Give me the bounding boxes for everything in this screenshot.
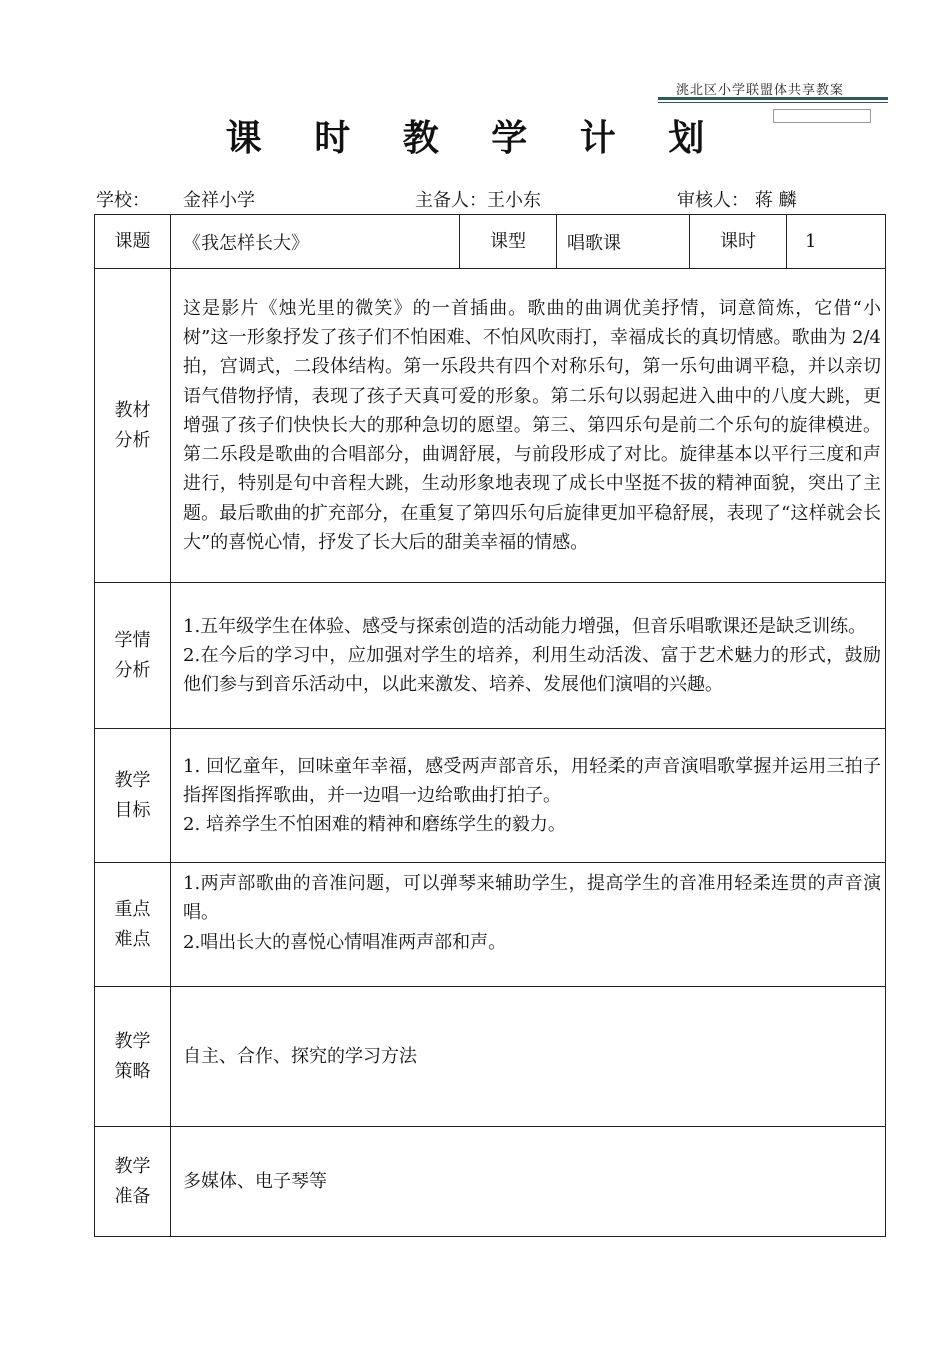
goal-label: [95, 729, 171, 863]
strategy-label-line1: 教学: [114, 1030, 151, 1052]
strategy-label-line2: 策略: [114, 1060, 151, 1082]
key-row: [95, 863, 886, 987]
strategy-label: [95, 987, 171, 1127]
type-value: 唱歌课: [557, 215, 690, 269]
page-title: 课 时 教 学 计 划: [225, 117, 725, 159]
preparer: 主备人：王小东: [415, 190, 541, 211]
goal-text: [171, 729, 886, 863]
student-row: [95, 583, 886, 729]
topic-label: 课题: [95, 215, 171, 269]
material-text: [171, 269, 886, 583]
school-label: 学校：: [96, 190, 150, 211]
material-label-line1: 教材: [114, 399, 151, 421]
material-row: [95, 269, 886, 583]
topic-row: [95, 215, 886, 269]
goal-label-line1: 教学: [114, 769, 151, 791]
hours-value: 1: [787, 215, 886, 269]
goal-item-1: 1. 回忆童年，回味童年幸福，感受两声部音乐，用轻柔的声音演唱歌掌握并运用三拍子指挥图指挥歌曲，并一边唱一边给歌曲打拍子。: [183, 755, 881, 806]
strategy-text: 自主、合作、探究的学习方法: [171, 987, 886, 1127]
key-item-1: 1.两声部歌曲的音准问题，可以弹琴来辅助学生，提高学生的音准用轻柔连贯的声音演唱。: [183, 873, 881, 924]
student-label-line2: 分析: [114, 659, 151, 681]
key-item-2: 2.唱出长大的喜悦心情唱准两声部和声。: [183, 931, 507, 953]
school-value: 金祥小学: [183, 190, 255, 211]
prep-row: [95, 1127, 886, 1237]
goal-item-2: 2. 培养学生不怕困难的精神和磨练学生的毅力。: [183, 814, 566, 836]
header-rule-thin: [658, 102, 888, 103]
prep-text: 多媒体、电子琴等: [171, 1127, 886, 1237]
key-text: [171, 863, 886, 987]
key-label: [95, 863, 171, 987]
student-item-1: 1.五年级学生在体验、感受与探索创造的活动能力增强，但音乐唱歌课还是缺乏训练。: [183, 615, 867, 637]
material-paragraph: 这是影片《烛光里的微笑》的一首插曲。歌曲的曲调优美抒情，词意简炼，它借“小树”这一形象抒发了孩子们不怕困难、不怕风吹雨打，幸福成长的真切情感。歌曲为 2/4 拍，宫调式，二段体结构。第一乐段共有四个对称乐句，第一乐句曲调平稳，并以亲切语气借物抒情，表现了孩子天真可爱的形象。第二乐句以弱起进入曲中的八度大跳，更增强了孩子们快快长大的那种急切的愿望。第三、第四乐句是前二个乐句的旋律模进。第二乐段是歌曲的合唱部分，曲调舒展，与前段形成了对比。旋律基本以平行三度和声进行，特别是句中音程大跳，生动形象地表现了成长中坚挺不拔的精神面貌，突出了主题。最后歌曲的扩充部分，在重复了第四乐句后旋律更加平稳舒展，表现了“这样就会长大”的喜悦心情，抒发了长大后的甜美幸福的情感。: [183, 297, 881, 554]
goal-row: [95, 729, 886, 863]
prep-label-line2: 准备: [114, 1185, 151, 1207]
type-label: 课型: [460, 215, 557, 269]
key-label-line2: 难点: [114, 928, 151, 950]
goal-label-line2: 目标: [114, 799, 151, 821]
header-tag: 洮北区小学联盟体共享教案: [676, 83, 845, 98]
material-label-line2: 分析: [114, 429, 151, 451]
lesson-plan-table: [94, 214, 886, 1237]
prep-label: [95, 1127, 171, 1237]
strategy-row: [95, 987, 886, 1127]
topic-value: 《我怎样长大》: [171, 215, 460, 269]
reviewer: 审核人： 蒋 麟: [677, 190, 797, 211]
material-label: [95, 269, 171, 583]
prep-label-line1: 教学: [114, 1155, 151, 1177]
header-rule-thick: [658, 97, 888, 100]
student-text: [171, 583, 886, 729]
student-label-line1: 学情: [114, 629, 151, 651]
key-label-line1: 重点: [114, 898, 151, 920]
student-label: [95, 583, 171, 729]
hours-label: 课时: [690, 215, 787, 269]
student-item-2: 2.在今后的学习中，应加强对学生的培养，利用生动活泼、富于艺术魅力的形式，鼓励他们参与到音乐活动中，以此来激发、培养、发展他们演唱的兴趣。: [183, 644, 881, 696]
